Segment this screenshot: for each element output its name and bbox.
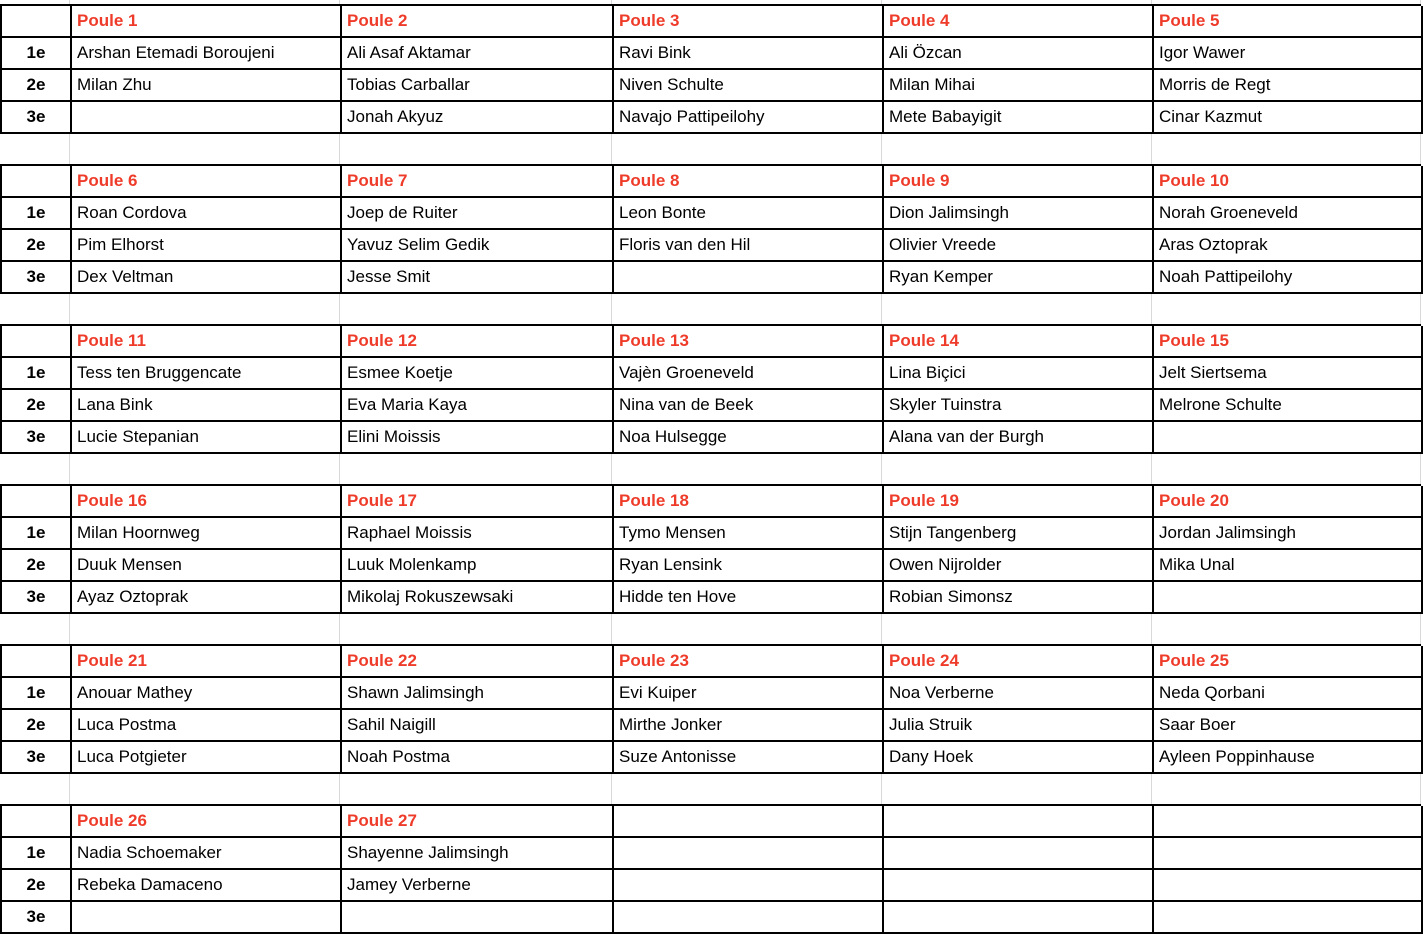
player-cell[interactable]: Ayaz Oztoprak (72, 582, 342, 614)
poule-header[interactable]: Poule 25 (1154, 646, 1423, 678)
gridline-cell (1152, 0, 1421, 4)
player-cell[interactable]: Eva Maria Kaya (342, 390, 614, 422)
player-cell[interactable]: Jonah Akyuz (342, 102, 614, 134)
poule-header[interactable]: Poule 14 (884, 326, 1154, 358)
gridline-cell (70, 774, 340, 804)
player-cell[interactable]: Morris de Regt (1154, 70, 1423, 102)
player-cell[interactable]: Ryan Kemper (884, 262, 1154, 294)
gridline-cell (1152, 294, 1421, 324)
spacer-row (0, 0, 1421, 4)
gridline-cell (0, 454, 70, 484)
poule-header[interactable]: Poule 18 (614, 486, 884, 518)
poule-header[interactable]: Poule 1 (72, 6, 342, 38)
player-cell[interactable]: Mikolaj Rokuszewsaki (342, 582, 614, 614)
player-cell[interactable]: Noa Verberne (884, 678, 1154, 710)
player-cell[interactable]: Owen Nijrolder (884, 550, 1154, 582)
poule-block (0, 324, 1421, 454)
player-cell[interactable]: Stijn Tangenberg (884, 518, 1154, 550)
row-label[interactable]: 1e (2, 678, 72, 710)
player-cell[interactable]: Mika Unal (1154, 550, 1423, 582)
player-cell[interactable] (1154, 582, 1423, 614)
gridline-cell (612, 134, 882, 164)
player-cell[interactable]: Noah Postma (342, 742, 614, 774)
player-cell[interactable]: Jordan Jalimsingh (1154, 518, 1423, 550)
gridline-cell (0, 294, 70, 324)
player-cell[interactable] (1154, 838, 1423, 870)
player-cell[interactable]: Noah Pattipeilohy (1154, 262, 1423, 294)
corner-cell[interactable] (2, 6, 72, 38)
player-cell[interactable]: Lucie Stepanian (72, 422, 342, 454)
gridline-cell (340, 134, 612, 164)
player-cell[interactable] (342, 902, 614, 934)
poule-header[interactable]: Poule 26 (72, 806, 342, 838)
gridline-cell (1152, 134, 1421, 164)
poule-block (0, 164, 1421, 294)
gridline-cell (0, 134, 70, 164)
row-label[interactable]: 2e (2, 710, 72, 742)
player-cell[interactable] (884, 870, 1154, 902)
player-cell[interactable]: Rebeka Damaceno (72, 870, 342, 902)
player-cell[interactable]: Norah Groeneveld (1154, 198, 1423, 230)
player-cell[interactable]: Evi Kuiper (614, 678, 884, 710)
player-cell[interactable]: Igor Wawer (1154, 38, 1423, 70)
player-cell[interactable]: Aras Oztoprak (1154, 230, 1423, 262)
player-cell[interactable]: Luca Postma (72, 710, 342, 742)
player-cell[interactable]: Jamey Verberne (342, 870, 614, 902)
player-cell[interactable]: Tymo Mensen (614, 518, 884, 550)
poule-header[interactable]: Poule 7 (342, 166, 614, 198)
poule-header[interactable]: Poule 5 (1154, 6, 1423, 38)
poule-header[interactable]: Poule 11 (72, 326, 342, 358)
gridline-cell (340, 774, 612, 804)
player-cell[interactable]: Robian Simonsz (884, 582, 1154, 614)
gridline-cell (882, 774, 1152, 804)
player-cell[interactable]: Esmee Koetje (342, 358, 614, 390)
poule-header[interactable]: Poule 8 (614, 166, 884, 198)
poule-header[interactable]: Poule 27 (342, 806, 614, 838)
poule-header[interactable]: Poule 6 (72, 166, 342, 198)
player-cell[interactable] (614, 870, 884, 902)
player-cell[interactable] (72, 902, 342, 934)
poule-header[interactable]: Poule 15 (1154, 326, 1423, 358)
gridline-cell (882, 134, 1152, 164)
player-cell[interactable]: Arshan Etemadi Boroujeni (72, 38, 342, 70)
gridline-cell (882, 294, 1152, 324)
poule-block (0, 4, 1421, 134)
player-cell[interactable]: Anouar Mathey (72, 678, 342, 710)
player-cell[interactable]: Joep de Ruiter (342, 198, 614, 230)
row-label[interactable]: 1e (2, 838, 72, 870)
poule-header[interactable]: Poule 12 (342, 326, 614, 358)
player-cell[interactable]: Niven Schulte (614, 70, 884, 102)
player-cell[interactable]: Lana Bink (72, 390, 342, 422)
gridline-cell (882, 454, 1152, 484)
gridline-cell (70, 614, 340, 644)
poule-header[interactable] (614, 806, 884, 838)
gridline-cell (0, 614, 70, 644)
gridline-cell (1152, 614, 1421, 644)
poule-header[interactable]: Poule 16 (72, 486, 342, 518)
player-cell[interactable]: Duuk Mensen (72, 550, 342, 582)
player-cell[interactable]: Milan Mihai (884, 70, 1154, 102)
spacer-row (0, 134, 1421, 164)
row-label[interactable]: 3e (2, 902, 72, 934)
row-label[interactable]: 2e (2, 390, 72, 422)
player-cell[interactable]: Luca Potgieter (72, 742, 342, 774)
spacer-row (0, 294, 1421, 324)
gridline-cell (882, 0, 1152, 4)
player-cell[interactable]: Raphael Moissis (342, 518, 614, 550)
player-cell[interactable] (1154, 902, 1423, 934)
poule-header[interactable]: Poule 3 (614, 6, 884, 38)
player-cell[interactable] (1154, 422, 1423, 454)
poule-header[interactable]: Poule 13 (614, 326, 884, 358)
poule-header[interactable]: Poule 20 (1154, 486, 1423, 518)
player-cell[interactable]: Milan Zhu (72, 70, 342, 102)
row-label[interactable]: 1e (2, 198, 72, 230)
gridline-cell (1152, 454, 1421, 484)
player-cell[interactable]: Tobias Carballar (342, 70, 614, 102)
poule-block (0, 484, 1421, 614)
player-cell[interactable]: Julia Struik (884, 710, 1154, 742)
poule-header[interactable]: Poule 17 (342, 486, 614, 518)
player-cell[interactable] (884, 902, 1154, 934)
gridline-cell (1152, 774, 1421, 804)
gridline-cell (612, 294, 882, 324)
poule-block (0, 644, 1421, 774)
row-label[interactable]: 3e (2, 262, 72, 294)
gridline-cell (70, 294, 340, 324)
player-cell[interactable]: Suze Antonisse (614, 742, 884, 774)
gridline-cell (70, 134, 340, 164)
corner-cell[interactable] (2, 806, 72, 838)
poule-header[interactable]: Poule 4 (884, 6, 1154, 38)
player-cell[interactable]: Neda Qorbani (1154, 678, 1423, 710)
row-label[interactable]: 3e (2, 102, 72, 134)
player-cell[interactable]: Pim Elhorst (72, 230, 342, 262)
player-cell[interactable]: Hidde ten Hove (614, 582, 884, 614)
spacer-row (0, 614, 1421, 644)
gridline-cell (612, 454, 882, 484)
player-cell[interactable]: Jelt Siertsema (1154, 358, 1423, 390)
poule-header[interactable] (884, 806, 1154, 838)
player-cell[interactable]: Shayenne Jalimsingh (342, 838, 614, 870)
poule-header[interactable]: Poule 21 (72, 646, 342, 678)
player-cell[interactable]: Sahil Naigill (342, 710, 614, 742)
player-cell[interactable]: Jesse Smit (342, 262, 614, 294)
gridline-cell (340, 454, 612, 484)
player-cell[interactable]: Melrone Schulte (1154, 390, 1423, 422)
row-label[interactable]: 1e (2, 38, 72, 70)
row-label[interactable]: 3e (2, 582, 72, 614)
gridline-cell (0, 774, 70, 804)
row-label[interactable]: 2e (2, 870, 72, 902)
player-cell[interactable]: Dany Hoek (884, 742, 1154, 774)
poule-block (0, 804, 1421, 934)
player-cell[interactable]: Ali Asaf Aktamar (342, 38, 614, 70)
row-label[interactable]: 2e (2, 70, 72, 102)
spacer-row (0, 454, 1421, 484)
player-cell[interactable]: Alana van der Burgh (884, 422, 1154, 454)
poule-header[interactable]: Poule 9 (884, 166, 1154, 198)
player-cell[interactable]: Ravi Bink (614, 38, 884, 70)
player-cell[interactable]: Cinar Kazmut (1154, 102, 1423, 134)
gridline-cell (340, 614, 612, 644)
corner-cell[interactable] (2, 326, 72, 358)
player-cell[interactable] (884, 838, 1154, 870)
corner-cell[interactable] (2, 646, 72, 678)
row-label[interactable]: 3e (2, 422, 72, 454)
poule-header[interactable] (1154, 806, 1423, 838)
player-cell[interactable]: Nadia Schoemaker (72, 838, 342, 870)
player-cell[interactable]: Dex Veltman (72, 262, 342, 294)
player-cell[interactable]: Roan Cordova (72, 198, 342, 230)
player-cell[interactable]: Dion Jalimsingh (884, 198, 1154, 230)
player-cell[interactable]: Noa Hulsegge (614, 422, 884, 454)
gridline-cell (882, 614, 1152, 644)
player-cell[interactable]: Nina van de Beek (614, 390, 884, 422)
poule-header[interactable]: Poule 23 (614, 646, 884, 678)
player-cell[interactable]: Floris van den Hil (614, 230, 884, 262)
gridline-cell (0, 0, 70, 4)
player-cell[interactable]: Milan Hoornweg (72, 518, 342, 550)
player-cell[interactable]: Olivier Vreede (884, 230, 1154, 262)
player-cell[interactable]: Tess ten Bruggencate (72, 358, 342, 390)
poule-header[interactable]: Poule 10 (1154, 166, 1423, 198)
player-cell[interactable]: Ayleen Poppinhause (1154, 742, 1423, 774)
spacer-row (0, 774, 1421, 804)
row-label[interactable]: 3e (2, 742, 72, 774)
gridline-cell (70, 0, 340, 4)
gridline-cell (612, 614, 882, 644)
player-cell[interactable]: Vajèn Groeneveld (614, 358, 884, 390)
player-cell[interactable]: Mirthe Jonker (614, 710, 884, 742)
corner-cell[interactable] (2, 166, 72, 198)
row-label[interactable]: 2e (2, 550, 72, 582)
row-label[interactable]: 1e (2, 358, 72, 390)
player-cell[interactable] (614, 838, 884, 870)
player-cell[interactable]: Ryan Lensink (614, 550, 884, 582)
player-cell[interactable]: Leon Bonte (614, 198, 884, 230)
row-label[interactable]: 1e (2, 518, 72, 550)
player-cell[interactable]: Shawn Jalimsingh (342, 678, 614, 710)
player-cell[interactable]: Mete Babayigit (884, 102, 1154, 134)
corner-cell[interactable] (2, 486, 72, 518)
player-cell[interactable]: Navajo Pattipeilohy (614, 102, 884, 134)
player-cell[interactable]: Skyler Tuinstra (884, 390, 1154, 422)
poule-header[interactable]: Poule 24 (884, 646, 1154, 678)
poule-header[interactable]: Poule 19 (884, 486, 1154, 518)
player-cell[interactable]: Saar Boer (1154, 710, 1423, 742)
gridline-cell (612, 0, 882, 4)
player-cell[interactable] (614, 262, 884, 294)
gridline-cell (612, 774, 882, 804)
player-cell[interactable] (72, 102, 342, 134)
player-cell[interactable] (1154, 870, 1423, 902)
player-cell[interactable]: Elini Moissis (342, 422, 614, 454)
poule-header[interactable]: Poule 22 (342, 646, 614, 678)
gridline-cell (70, 454, 340, 484)
player-cell[interactable]: Yavuz Selim Gedik (342, 230, 614, 262)
row-label[interactable]: 2e (2, 230, 72, 262)
player-cell[interactable]: Luuk Molenkamp (342, 550, 614, 582)
gridline-cell (340, 294, 612, 324)
player-cell[interactable]: Lina Biçici (884, 358, 1154, 390)
player-cell[interactable] (614, 902, 884, 934)
player-cell[interactable]: Ali Özcan (884, 38, 1154, 70)
poule-header[interactable]: Poule 2 (342, 6, 614, 38)
gridline-cell (340, 0, 612, 4)
